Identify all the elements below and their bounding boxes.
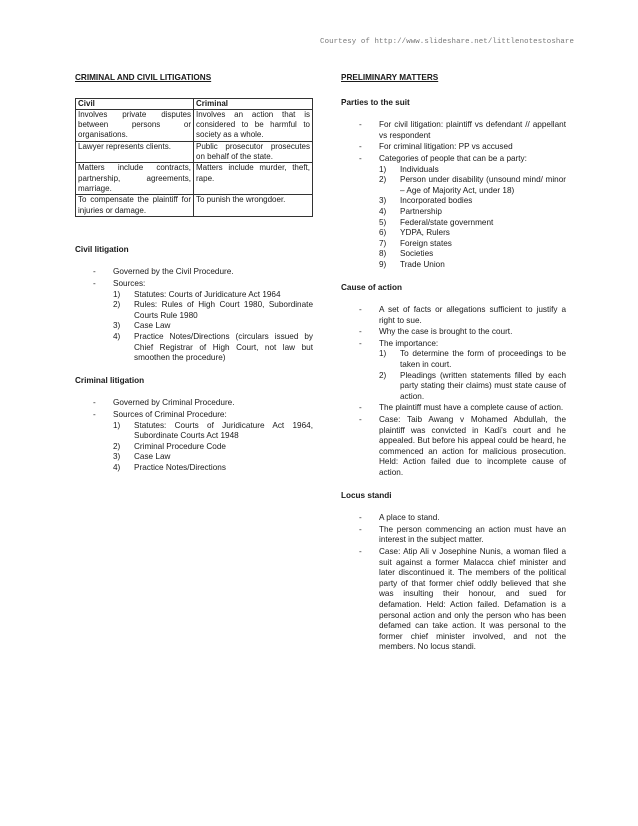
number-marker: 3) — [113, 452, 121, 462]
subsection-title: Criminal litigation — [75, 375, 145, 385]
bullet-list — [341, 120, 566, 270]
table-cell: Matters include murder, theft, rape. — [194, 163, 313, 195]
bullet-list — [75, 267, 313, 363]
dash-marker: - — [359, 546, 362, 556]
numbered-item-text: Case Law — [134, 452, 171, 462]
number-marker: 4) — [113, 332, 121, 342]
numbered-item — [113, 332, 313, 364]
section-title-preliminary: PRELIMINARY MATTERS — [341, 73, 439, 82]
list-item — [341, 525, 566, 546]
numbered-item-text: YDPA, Rulers — [400, 228, 450, 238]
table-cell: To punish the wrongdoer. — [194, 195, 313, 217]
list-item-text: Sources of Criminal Procedure: — [113, 409, 227, 419]
subsection-title: Locus standi — [341, 490, 392, 500]
dash-marker: - — [93, 409, 96, 419]
number-marker: 7) — [379, 238, 387, 248]
list-item-text: Categories of people that can be a party: — [379, 153, 527, 163]
list-item — [341, 327, 566, 338]
numbered-item — [113, 442, 313, 453]
numbered-item — [379, 196, 566, 207]
numbered-item-text: To determine the form of proceedings to be taken in court. — [400, 349, 566, 370]
dash-marker: - — [359, 305, 362, 315]
number-marker: 3) — [113, 321, 121, 331]
number-marker: 1) — [113, 420, 121, 430]
numbered-item-text: Rules: Rules of High Court 1980, Subordinate Courts Rule 1980 — [134, 300, 313, 320]
dash-marker: - — [93, 279, 96, 289]
dash-marker: - — [359, 120, 362, 130]
number-marker: 4) — [113, 462, 121, 472]
dash-marker: - — [359, 415, 362, 425]
list-item — [341, 339, 566, 403]
numbered-item — [113, 300, 313, 321]
list-item — [75, 398, 313, 409]
number-marker: 1) — [113, 289, 121, 299]
numbered-item-text: Incorporated bodies — [400, 196, 473, 206]
numbered-list — [113, 421, 313, 474]
numbered-item — [379, 175, 566, 196]
table-row — [76, 141, 313, 163]
number-marker: 6) — [379, 228, 387, 238]
numbered-item — [379, 349, 566, 370]
list-item — [75, 279, 313, 364]
dash-marker: - — [93, 398, 96, 408]
numbered-list — [113, 290, 313, 364]
list-item-text: Governed by Criminal Procedure. — [113, 398, 235, 408]
numbered-item-text: Individuals — [400, 164, 439, 174]
numbered-item — [379, 239, 566, 250]
bullet-list — [341, 305, 566, 479]
table-cell: Matters include contracts, partnership, agreements, marriage. — [76, 163, 194, 195]
list-item — [341, 154, 566, 271]
list-item — [75, 267, 313, 278]
list-item-text: Case: Atip Ali v Josephine Nunis, a woman filed a suit against a former Malacca chief minister and later discontinued it. The members of the political party of that former chief oddly believed that she was insulting their honour, and sued for defamation. Held: Action failed. Defamation is a personal action and only the person who has been defamed can take action. It was personal to the former chief minister involved, and not the members. No locus standi. — [379, 546, 566, 652]
subsection-title: Parties to the suit — [341, 97, 410, 107]
number-marker: 9) — [379, 259, 387, 269]
list-item-text: The plaintiff must have a complete cause of action. — [379, 403, 564, 413]
cause-of-action-section — [341, 283, 566, 479]
numbered-item — [379, 260, 566, 271]
list-item — [341, 142, 566, 153]
table-cell: Involves private disputes between persons or organisations. — [76, 109, 194, 141]
list-item-text: The importance: — [379, 338, 439, 348]
list-item-text: Why the case is brought to the court. — [379, 327, 513, 337]
right-column — [341, 73, 566, 665]
bullet-list — [75, 398, 313, 473]
comparison-table — [75, 98, 313, 217]
numbered-item — [113, 452, 313, 463]
numbered-item-text: Pleadings (written statements filled by each party stating their claims) must state cause of action. — [400, 370, 566, 401]
number-marker: 4) — [379, 206, 387, 216]
dash-marker: - — [359, 338, 362, 348]
bullet-list — [341, 513, 566, 653]
table-row — [76, 109, 313, 141]
list-item — [341, 120, 566, 141]
table-header-criminal: Criminal — [194, 98, 313, 109]
list-item-text: The person commencing an action must have an interest in the subject matter. — [379, 524, 566, 545]
parties-section — [341, 98, 566, 271]
dash-marker: - — [359, 524, 362, 534]
list-item — [341, 403, 566, 414]
criminal-litigation-section — [75, 376, 313, 474]
numbered-item — [379, 228, 566, 239]
numbered-item — [379, 218, 566, 229]
numbered-item-text: Person under disability (unsound mind/ minor – Age of Majority Act, under 18) — [400, 175, 566, 195]
numbered-item-text: Practice Notes/Directions — [134, 462, 226, 472]
list-item — [75, 410, 313, 474]
number-marker: 1) — [379, 349, 387, 359]
number-marker: 1) — [379, 164, 387, 174]
list-item — [341, 547, 566, 653]
subsection-title: Civil litigation — [75, 244, 129, 254]
numbered-item-text: Statutes: Courts of Juridicature Act 1964, Subordinate Courts Act 1948 — [134, 420, 313, 441]
table-header-row — [76, 98, 313, 109]
numbered-item — [379, 371, 566, 403]
numbered-item — [379, 165, 566, 176]
list-item — [341, 305, 566, 326]
section-title-litigations: CRIMINAL AND CIVIL LITIGATIONS — [75, 73, 212, 82]
list-item-text: A set of facts or allegations sufficient to justify a right to sue. — [379, 305, 566, 325]
table-header-civil: Civil — [76, 98, 194, 109]
dash-marker: - — [359, 403, 362, 413]
numbered-item-text: Foreign states — [400, 238, 452, 248]
numbered-item — [113, 290, 313, 301]
numbered-item-text: Federal/state government — [400, 217, 494, 227]
numbered-item — [113, 421, 313, 442]
list-item — [341, 513, 566, 524]
number-marker: 3) — [379, 196, 387, 206]
table-cell: To compensate the plaintiff for injuries or damage. — [76, 195, 194, 217]
number-marker: 5) — [379, 217, 387, 227]
table-cell: Involves an action that is considered to be harmful to society as a whole. — [194, 109, 313, 141]
numbered-list — [379, 165, 566, 271]
list-item-text: Case: Taib Awang v Mohamed Abdullah, the plaintiff was convicted in Kadi’s court and he appealed. But before his appeal could be heard, he commenced an action for malicious prosecution. Held: Action failed due to incomplete cause of action. — [379, 415, 566, 477]
number-marker: 2) — [379, 175, 387, 185]
table-cell: Lawyer represents clients. — [76, 141, 194, 163]
numbered-item-text: Societies — [400, 249, 434, 259]
subsection-title: Cause of action — [341, 282, 402, 292]
numbered-item-text: Practice Notes/Directions (circulars issued by Chief Registrar of High Court, not law but smoothen the procedure) — [134, 332, 313, 363]
left-column — [75, 73, 313, 486]
table-row — [76, 195, 313, 217]
number-marker: 2) — [113, 300, 121, 310]
locus-standi-section — [341, 491, 566, 653]
courtesy-note: Courtesy of http://www.slideshare.net/littlenotestoshare — [320, 38, 574, 46]
list-item-text: For criminal litigation: PP vs accused — [379, 142, 513, 152]
numbered-item — [113, 463, 313, 474]
numbered-item-text: Statutes: Courts of Juridicature Act 1964 — [134, 289, 281, 299]
list-item-text: A place to stand. — [379, 513, 440, 523]
numbered-item-text: Case Law — [134, 321, 171, 331]
list-item-text: For civil litigation: plaintiff vs defendant // appellant vs respondent — [379, 120, 566, 140]
civil-litigation-section — [75, 245, 313, 364]
number-marker: 8) — [379, 249, 387, 259]
dash-marker: - — [359, 513, 362, 523]
list-item — [341, 415, 566, 479]
dash-marker: - — [93, 267, 96, 277]
table-cell: Public prosecutor prosecutes on behalf of the state. — [194, 141, 313, 163]
list-item-text: Sources: — [113, 279, 146, 289]
number-marker: 2) — [379, 370, 387, 380]
number-marker: 2) — [113, 441, 121, 451]
numbered-list — [379, 349, 566, 402]
numbered-item — [379, 249, 566, 260]
dash-marker: - — [359, 327, 362, 337]
numbered-item — [113, 321, 313, 332]
table-row — [76, 163, 313, 195]
numbered-item-text: Partnership — [400, 206, 442, 216]
numbered-item-text: Trade Union — [400, 259, 445, 269]
numbered-item-text: Criminal Procedure Code — [134, 441, 226, 451]
list-item-text: Governed by the Civil Procedure. — [113, 267, 234, 277]
dash-marker: - — [359, 142, 362, 152]
dash-marker: - — [359, 153, 362, 163]
numbered-item — [379, 207, 566, 218]
